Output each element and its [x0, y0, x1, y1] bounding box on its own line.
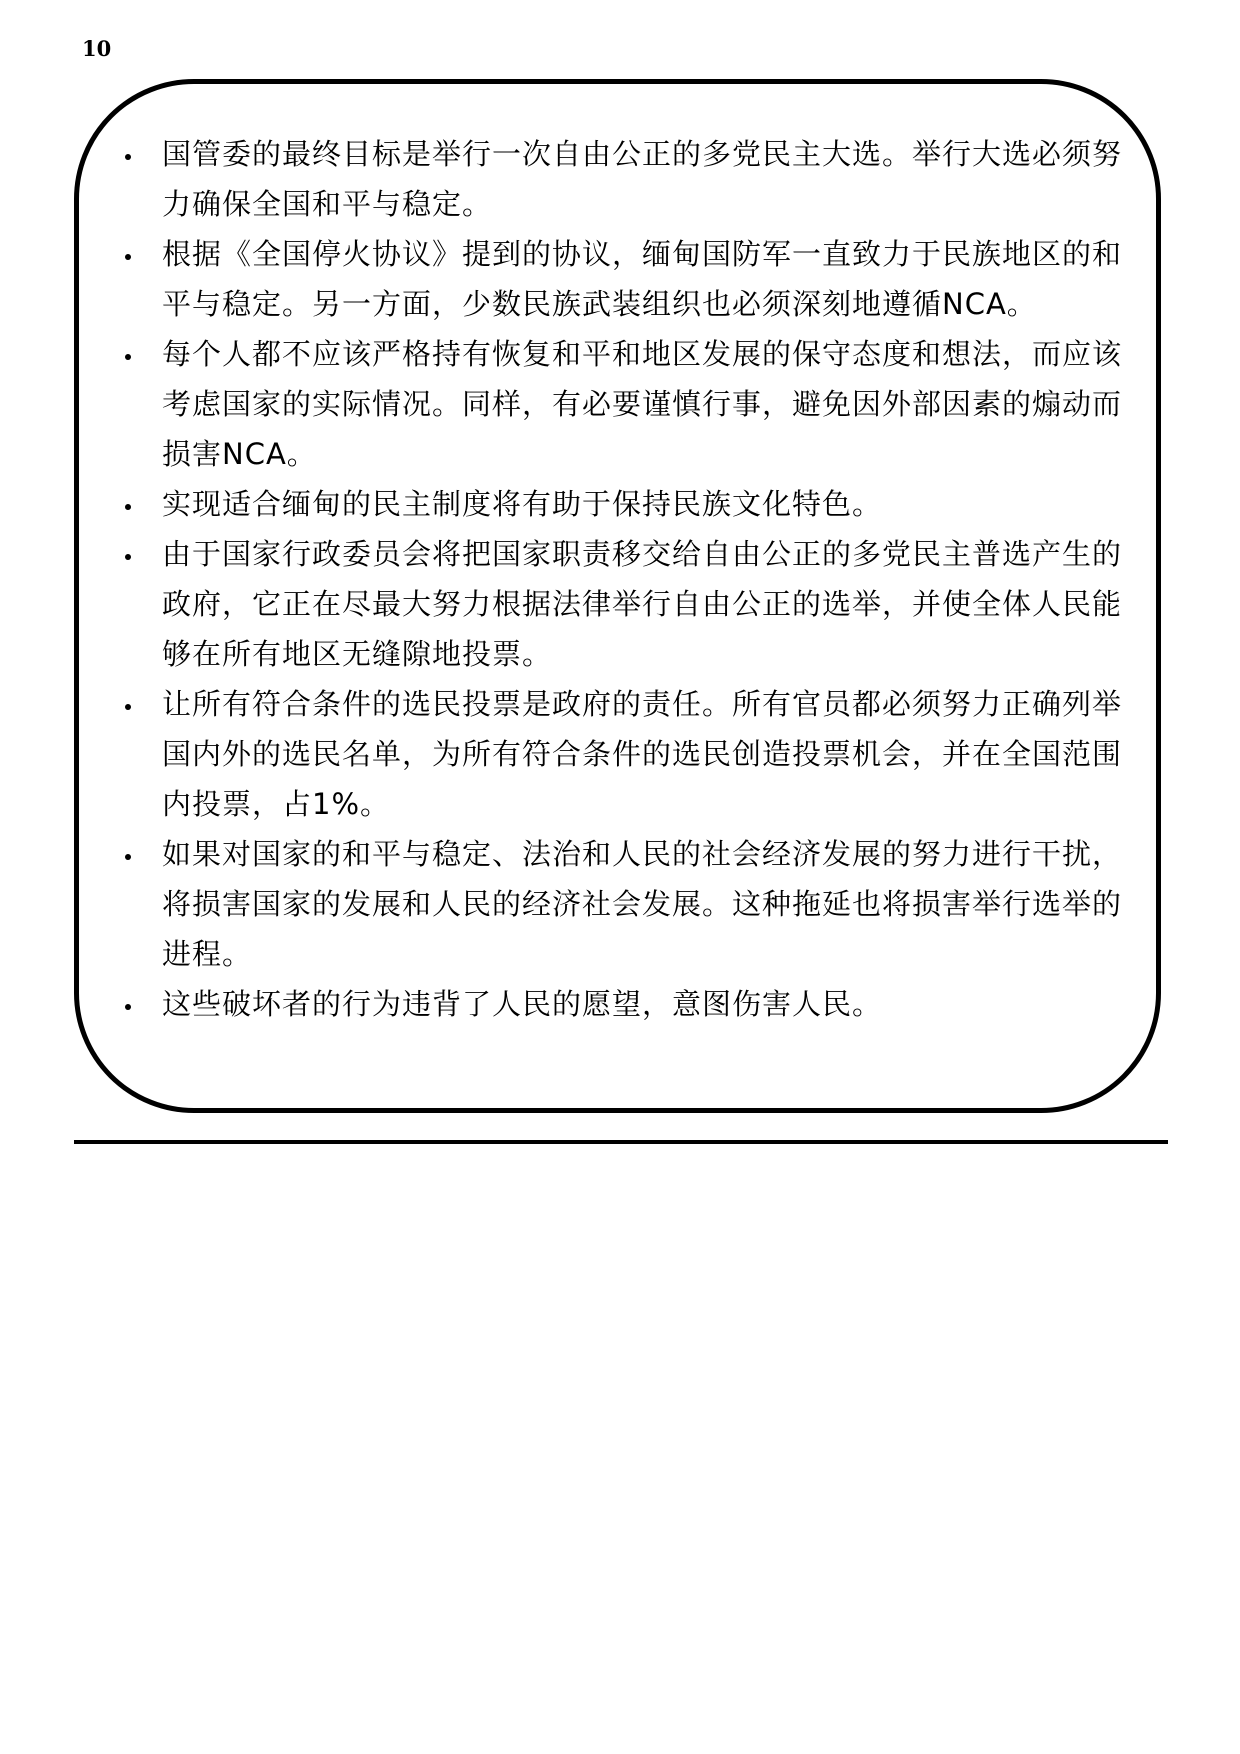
bullet-item	[124, 679, 1124, 829]
bullet-text: 每个人都不应该严格持有恢复和平和地区发展的保守态度和想法，而应该考虑国家的实际情况。同样，有必要谨慎行事，避免因外部因素的煽动而损害NCA。	[162, 337, 1123, 471]
bullet-item	[124, 479, 1124, 529]
bullet-text: 实现适合缅甸的民主制度将有助于保持民族文化特色。	[162, 487, 883, 521]
bullet-text: 如果对国家的和平与稳定、法治和人民的社会经济发展的努力进行干扰，将损害国家的发展和人民的经济社会发展。这种拖延也将损害举行选举的进程。	[162, 837, 1123, 971]
bullet-icon	[125, 554, 131, 560]
bullet-list	[124, 129, 1124, 1029]
bullet-item	[124, 829, 1124, 979]
bullet-item	[124, 229, 1124, 329]
bullet-icon	[125, 354, 131, 360]
bullet-text: 由于国家行政委员会将把国家职责移交给自由公正的多党民主普选产生的政府，它正在尽最大努力根据法律举行自由公正的选举，并使全体人民能够在所有地区无缝隙地投票。	[162, 537, 1123, 671]
page-number: 10	[82, 36, 112, 61]
bullet-icon	[125, 504, 131, 510]
bullet-item	[124, 129, 1124, 229]
bullet-icon	[125, 254, 131, 260]
bullet-text: 这些破坏者的行为违背了人民的愿望，意图伤害人民。	[162, 987, 883, 1021]
bullet-text: 让所有符合条件的选民投票是政府的责任。所有官员都必须努力正确列举国内外的选民名单，为所有符合条件的选民创造投票机会，并在全国范围内投票，占1%。	[162, 687, 1123, 821]
bullet-icon	[125, 1004, 131, 1010]
bullet-icon	[125, 854, 131, 860]
horizontal-divider	[74, 1140, 1168, 1144]
bullet-icon	[125, 704, 131, 710]
bullet-item	[124, 979, 1124, 1029]
bullet-item	[124, 529, 1124, 679]
bullet-text: 根据《全国停火协议》提到的协议，缅甸国防军一直致力于民族地区的和平与稳定。另一方面，少数民族武装组织也必须深刻地遵循NCA。	[162, 237, 1123, 321]
bullet-icon	[125, 154, 131, 160]
bullet-text: 国管委的最终目标是举行一次自由公正的多党民主大选。举行大选必须努力确保全国和平与稳定。	[162, 137, 1123, 221]
bullet-item	[124, 329, 1124, 479]
